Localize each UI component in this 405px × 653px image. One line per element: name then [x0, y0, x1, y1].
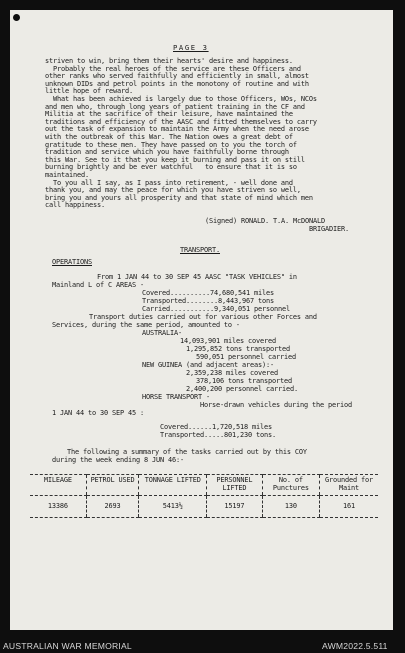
operations-line: 2,400,200 personnel carried. [186, 385, 298, 393]
letter-line: and men who, through long years of patient training in the CF and [45, 102, 305, 111]
operations-line: 378,106 tons transported [196, 377, 292, 385]
operations-line: 590,051 personnel carried [196, 353, 296, 361]
operations-line: Mainland L of C AREAS - [52, 281, 144, 289]
table-row [30, 496, 378, 518]
signature-line: (Signed) RONALD. T.A. McDONALD [205, 217, 325, 225]
letter-line: Probably the real heroes of the service are these Officers and [45, 64, 301, 73]
tasks-summary-table [30, 474, 378, 518]
operations-line: Horse-drawn vehicles during the period [200, 401, 352, 409]
operations-line: during the week ending 8 JUN 46:- [52, 456, 184, 464]
column-header: TONNAGE LIFTED [139, 475, 207, 496]
table-cell: 2693 [86, 496, 139, 518]
footer-institution: AUSTRALIAN WAR MEMORIAL [3, 641, 132, 651]
column-header: PERSONNEL LIFTED [207, 475, 263, 496]
operations-line: Carried...........9,340,051 personnel [142, 305, 290, 313]
letter-line: bring you and yours all prosperity and that state of mind which men [45, 193, 313, 202]
letter-line: tradition and service which you have faithfully borne through [45, 148, 289, 157]
table-cell: 5413½ [139, 496, 207, 518]
operations-line: AUSTRALIA- [142, 329, 182, 337]
table-cell: 130 [262, 496, 319, 518]
letter-line: thank you, and may the peace for which you have striven so well, [45, 186, 301, 195]
operations-line: Transported.....801,230 tons. [160, 431, 276, 439]
table-cell: 161 [320, 496, 378, 518]
operations-line: The following a summary of the tasks carried out by this COY [67, 448, 307, 456]
section-title: TRANSPORT. [180, 246, 220, 254]
letter-line: traditions and efficiency of the AASC and fitted themselves to carry [45, 117, 317, 126]
signature-rank: BRIGADIER. [309, 225, 349, 233]
letter-line: other ranks who served faithfully and efficiently in small, almost [45, 72, 309, 81]
column-header: No. of Punctures [262, 475, 319, 496]
letter-line: To you all I say, as I pass into retirement, - well done and [45, 178, 293, 187]
table-cell: 13386 [30, 496, 86, 518]
table-header-row [30, 475, 378, 496]
operations-line: 14,093,901 miles covered [180, 337, 276, 345]
operations-line: 1 JAN 44 to 30 SEP 45 : [52, 409, 144, 417]
operations-line: Transport duties carried out for various other Forces and [89, 313, 317, 321]
column-header: Grounded for Maint [320, 475, 378, 496]
page-heading: PAGE 3 [173, 43, 209, 52]
operations-line: 2,359,238 miles covered [186, 369, 278, 377]
operations-line: Services, during the same period, amounted to - [52, 321, 240, 329]
operations-title: OPERATIONS [52, 258, 92, 266]
letter-line: this War. See to it that you keep it burning and pass it on still [45, 155, 305, 164]
footer-accession-number: AWM2022.5.511 [322, 641, 388, 651]
operations-line: Covered..........74,680,541 miles [142, 289, 274, 297]
letter-line: with the outbreak of this War. The Nation owes a great debt of [45, 133, 293, 141]
operations-line: Transported........8,443,967 tons [142, 297, 274, 305]
operations-line: HORSE TRANSPORT - [142, 393, 210, 401]
letter-line: call happiness. [45, 201, 105, 210]
letter-line: out the task of expansion to maintain the Army when the need arose [45, 125, 309, 134]
letter-line: What has been achieved is largely due to those Officers, WOs, NCOs [45, 95, 317, 103]
punch-hole [13, 14, 20, 21]
letter-line: maintained. [45, 171, 89, 179]
letter-line: striven to win, bring them their hearts' desire and happiness. [45, 57, 293, 65]
letter-line: gratitude to these men. They have passed on to you the torch of [45, 140, 297, 149]
letter-line: unknown DIDs and petrol points in the monotony of routine and with [45, 79, 309, 88]
letter-line: little hope of reward. [45, 87, 133, 96]
letter-line: Militia at the sacrifice of their leisure, have maintained the [45, 110, 293, 119]
table-cell: 15197 [207, 496, 263, 518]
operations-line: From 1 JAN 44 to 30 SEP 45 AASC "TASK VEHICLES" in [97, 273, 297, 281]
operations-line: Covered......1,720,518 miles [160, 423, 272, 431]
column-header: MILEAGE [30, 475, 86, 496]
operations-line: 1,295,852 tons transported [186, 345, 290, 353]
column-header: PETROL USED [86, 475, 139, 496]
operations-line: NEW GUINEA (and adjacent areas):- [142, 361, 274, 369]
letter-line: burning brightly and be ever watchful to ensure that it is so [45, 163, 297, 172]
